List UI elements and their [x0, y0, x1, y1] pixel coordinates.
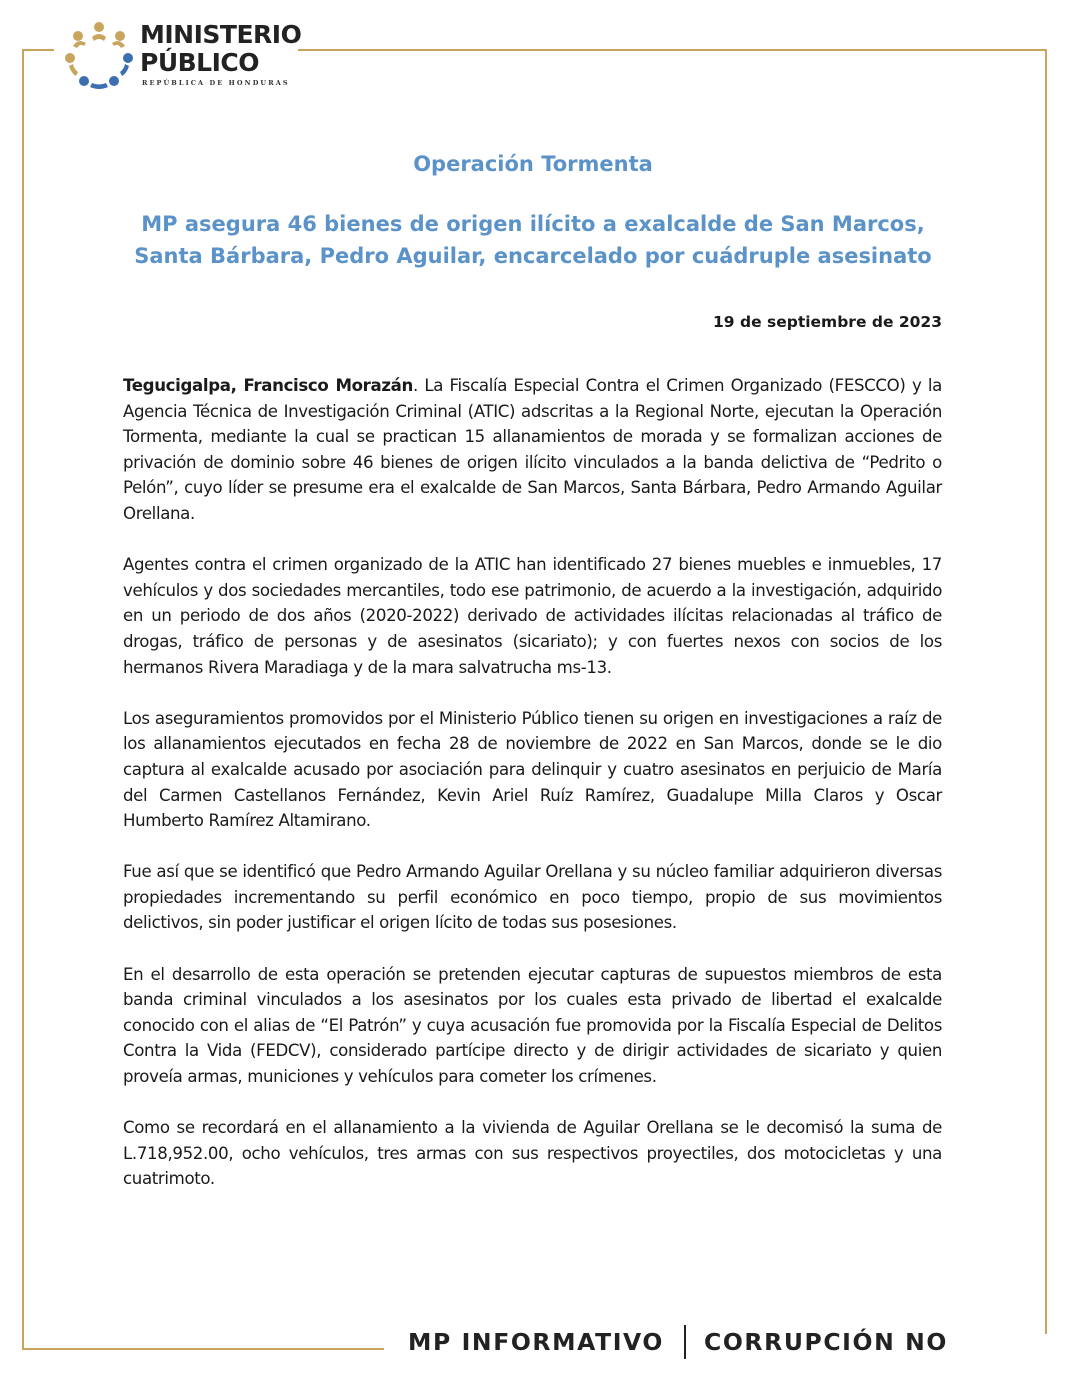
frame-line-bottom: [22, 1348, 384, 1350]
footer-right-text: CORRUPCIÓN NO: [704, 1328, 948, 1356]
publication-date: 19 de septiembre de 2023: [713, 313, 942, 331]
logo-text-ministerio: MINISTERIO: [140, 20, 302, 49]
people-circle-logo-icon: [62, 18, 136, 92]
dateline: Tegucigalpa, Francisco Morazán: [123, 376, 413, 395]
paragraph-3: Los aseguramientos promovidos por el Ministerio Público tienen su origen en investigaciones a raíz de los allanamientos ejecutados en fecha 28 de noviembre de 2022 en San Marcos, donde se le dio captura al exalcalde acusado por asociación para delinquir y cuatro asesinatos en perjuicio de María del Carmen Castellanos Fernández, Kevin Ariel Ruíz Ramírez, Guadalupe Milla Claros y Oscar Humberto Ramírez Altamirano.: [123, 708, 942, 831]
headline: MP asegura 46 bienes de origen ilícito a exalcalde de San Marcos, Santa Bárbara, Pedro Aguilar, encarcelado por cuádruple asesinato: [134, 212, 932, 268]
paragraph-1: [123, 373, 942, 527]
logo-text-country: REPÚBLICA DE HONDURAS: [142, 79, 290, 87]
paragraph-5: En el desarrollo de esta operación se pretenden ejecutar capturas de supuestos miembros de esta banda criminal vinculados a los asesinatos por los cuales esta privado de libertad el exalcalde conocido con el alias de “El Patrón” y cuya acusación fue promovida por la Fiscalía Especial de Delitos Contra la Vida (FEDCV), considerado partícipe directo y de dirigir actividades de sicariato y quien proveía armas, municiones y vehículos para cometer los crímenes.: [123, 964, 942, 1087]
footer-separator: [684, 1325, 686, 1359]
footer-left-text: MP INFORMATIVO: [408, 1328, 664, 1356]
footer-slogan: [408, 1322, 948, 1362]
ministerio-publico-logo: [62, 18, 302, 90]
frame-line-top-right: [298, 49, 1046, 51]
frame-line-left: [22, 49, 24, 1349]
paragraph-2: Agentes contra el crimen organizado de la ATIC han identificado 27 bienes muebles e inmuebles, 17 vehículos y dos sociedades mercantiles, todo ese patrimonio, de acuerdo a la investigación, adquirido en un periodo de dos años (2020-2022) derivado de actividades ilícitas relacionadas al tráfico de drogas, tráfico de personas y de asesinatos (sicariato); y con fuertes nexos con socios de los hermanos Rivera Maradiaga y de la mara salvatrucha ms-13.: [123, 555, 942, 677]
frame-line-top-left: [22, 49, 54, 51]
paragraph-1-text: . La Fiscalía Especial Contra el Crimen Organizado (FESCCO) y la Agencia Técnica de Investigación Criminal (ATIC) adscritas a la Regional Norte, ejecutan la Operación Tormenta, mediante la cual se practican 15 allanamientos de morada y se formalizan acciones de privación de dominio sobre 46 bienes de origen ilícito vinculados a la banda delictiva de “Pedrito o Pelón”, cuyo líder se presume era el exalcalde de San Marcos, Santa Bárbara, Pedro Armando Aguilar Orellana.: [123, 376, 942, 523]
paragraph-6: Como se recordará en el allanamiento a la vivienda de Aguilar Orellana se le decomisó la suma de L.718,952.00, ocho vehículos, tres armas con sus respectivos proyectiles, dos motocicletas y una cuatrimoto.: [123, 1118, 942, 1189]
logo-text-publico: PÚBLICO: [140, 48, 260, 77]
paragraph-4: Fue así que se identificó que Pedro Armando Aguilar Orellana y su núcleo familiar adquirieron diversas propiedades incrementando su perfil económico en poco tiempo, propio de sus movimientos delictivos, sin poder justificar el origen lícito de todas sus posesiones.: [123, 862, 942, 933]
operation-title: Operación Tormenta: [413, 152, 653, 176]
frame-line-right: [1045, 49, 1047, 1334]
article-body: [123, 373, 942, 1218]
